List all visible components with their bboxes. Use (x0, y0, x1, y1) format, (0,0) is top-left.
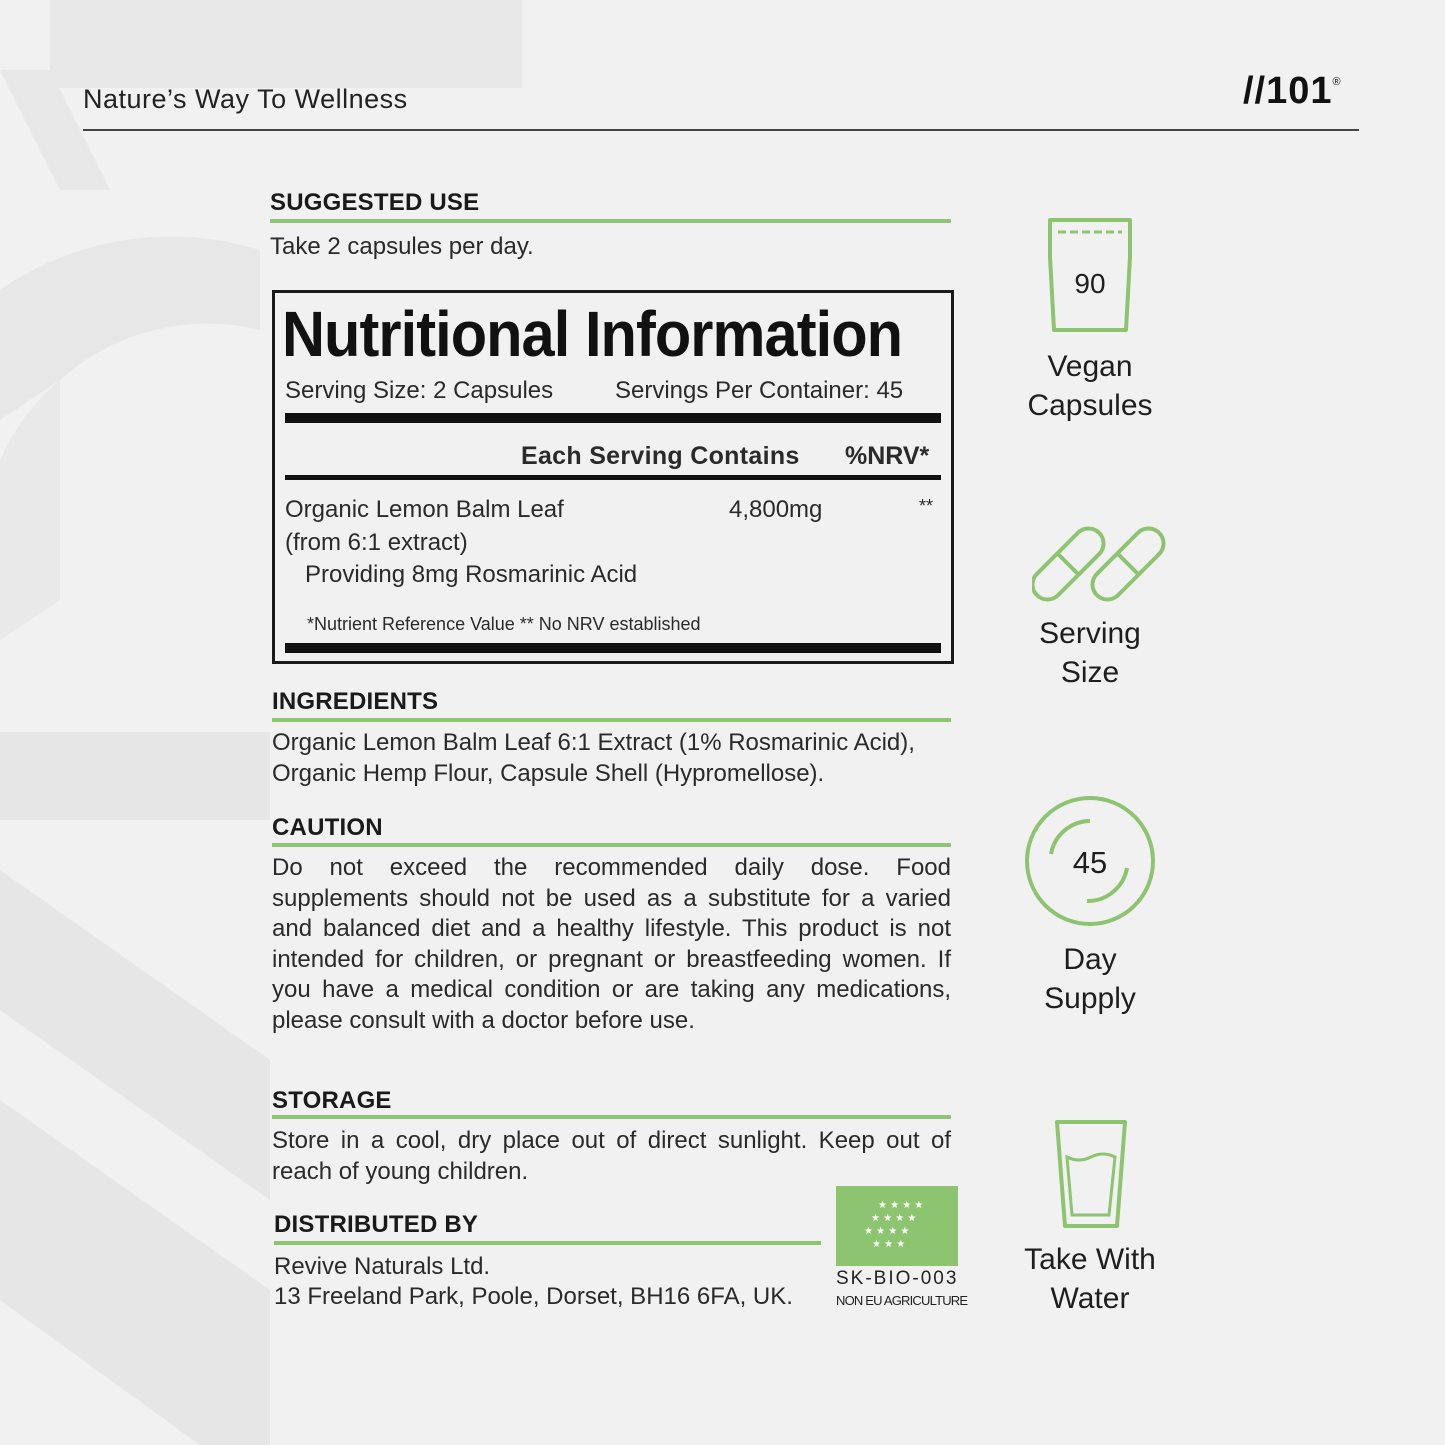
capsules-icon (1032, 526, 1168, 602)
nrv-footnote: *Nutrient Reference Value ** No NRV established (307, 614, 701, 634)
vegan-capsules-line2: Capsules (1027, 389, 1153, 422)
storage-title: STORAGE (272, 1087, 392, 1114)
providing-text: Providing 8mg Rosmarinic Acid (305, 561, 638, 588)
header-tagline: Nature’s Way To Wellness (83, 84, 408, 114)
serving-size: Serving Size: 2 Capsules (285, 377, 554, 404)
nutrition-bottom-rule (285, 643, 941, 653)
ingredients-rule (272, 718, 951, 722)
eu-organic-leaf-icon (836, 1186, 958, 1266)
take-with-water-line2: Water (1050, 1282, 1130, 1315)
nrv-header: %NRV* (845, 442, 930, 470)
ingredient-name: Organic Lemon Balm Leaf (285, 496, 564, 523)
day-supply-label (970, 940, 1210, 1018)
eu-organic-origin: NON EU AGRICULTURE (836, 1293, 968, 1308)
ingredient-amount: 4,800mg (729, 496, 823, 523)
supply-days: 45 (1072, 845, 1108, 880)
distributor-address: 13 Freeland Park, Poole, Dorset, BH16 6FA, UK. (274, 1283, 793, 1310)
day-supply-line2: Supply (1044, 982, 1136, 1015)
svg-text:★ ★ ★ ★: ★ ★ ★ ★ (878, 1200, 924, 1211)
suggested-use-title: SUGGESTED USE (270, 189, 480, 216)
nutrition-panel (272, 290, 954, 664)
ingredient-nrv: ** (919, 496, 934, 516)
distributor-name: Revive Naturals Ltd. (274, 1253, 491, 1280)
take-with-water-line1: Take With (1024, 1243, 1156, 1276)
vegan-capsules-label (970, 347, 1210, 425)
ingredient-extract: (from 6:1 extract) (285, 529, 468, 556)
distributed-rule (274, 1241, 821, 1245)
capsule-count: 90 (1074, 268, 1106, 299)
serving-size-line2: Size (1060, 656, 1120, 689)
glass-icon (1054, 1119, 1128, 1229)
nutrition-thick-rule (285, 413, 941, 423)
nutrition-rule (285, 475, 941, 480)
svg-text:★ ★ ★ ★: ★ ★ ★ ★ (864, 1226, 910, 1237)
storage-rule (272, 1115, 951, 1119)
take-with-water-label (970, 1240, 1210, 1318)
header-divider (83, 129, 1359, 131)
each-serving-header: Each Serving Contains (521, 442, 800, 470)
svg-text:★ ★ ★ ★: ★ ★ ★ ★ (871, 1213, 917, 1224)
brand-logo (1243, 70, 1342, 113)
nutrition-title: Nutritional Information (282, 298, 903, 370)
caution-text: Do not exceed the recommended daily dose. Food supplements should not be used as a substitute for a varied and balanced diet and a healthy lifestyle. This product is not intended for children, or pregnant or breastfeeding women. If you have a medical condition or are taking any medications, please consult with a doctor before use. (272, 854, 951, 1034)
logo-text: //101 (1243, 70, 1333, 112)
servings-per-container: Servings Per Container: 45 (615, 377, 904, 404)
vegan-capsules-line1: Vegan (1047, 350, 1133, 383)
registered-mark: ® (1332, 76, 1342, 88)
distributed-title: DISTRIBUTED BY (274, 1211, 479, 1238)
caution-title: CAUTION (272, 814, 383, 841)
day-supply-line1: Day (1063, 943, 1117, 976)
svg-text:★ ★ ★: ★ ★ ★ (872, 1239, 906, 1250)
serving-size-line1: Serving (1039, 617, 1141, 650)
storage-text: Store in a cool, dry place out of direct sunlight. Keep out of reach of young children. (272, 1127, 951, 1185)
caution-rule (272, 843, 951, 847)
suggested-use-text: Take 2 capsules per day. (270, 233, 534, 260)
suggested-use-rule (270, 219, 951, 223)
eu-organic-code: SK-BIO-003 (836, 1268, 959, 1289)
ingredients-title: INGREDIENTS (272, 688, 439, 715)
ingredients-text: Organic Lemon Balm Leaf 6:1 Extract (1% Rosmarinic Acid), Organic Hemp Flour, Capsule Shell (Hypromellose). (272, 729, 915, 787)
serving-size-label (970, 614, 1210, 692)
